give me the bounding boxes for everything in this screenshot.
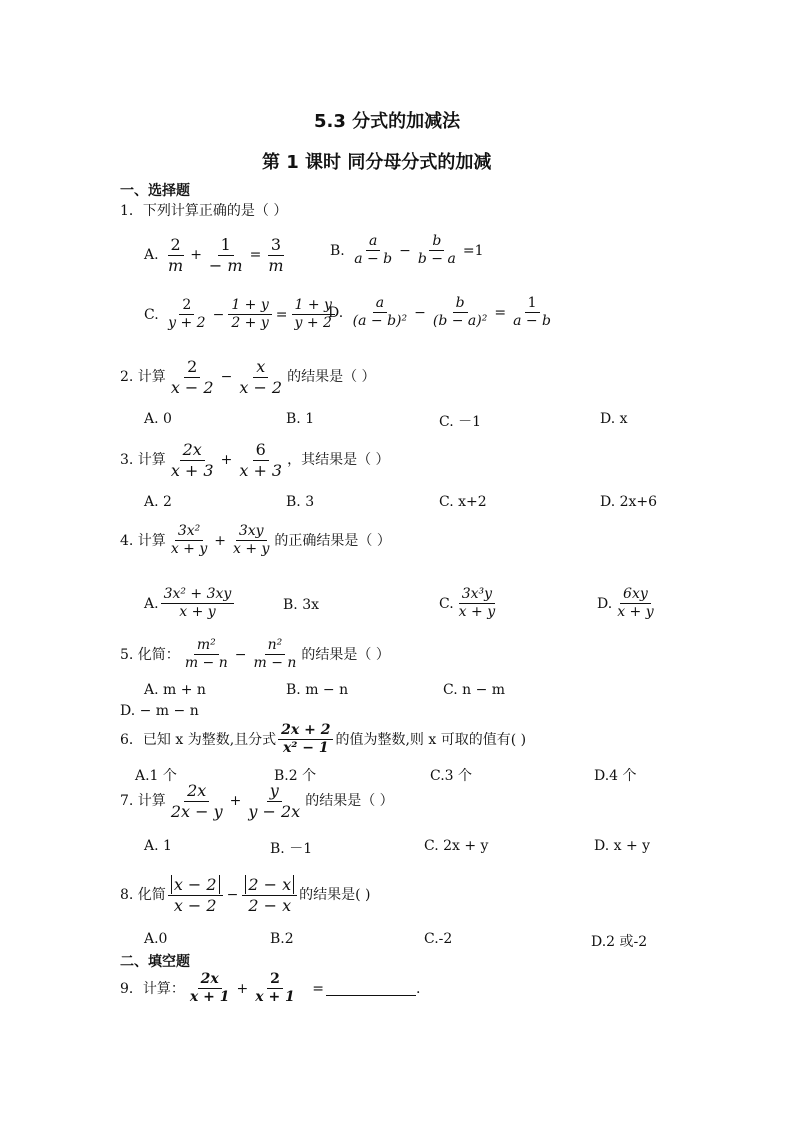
- numerator: 2x: [198, 972, 222, 989]
- q5-option-c[interactable]: C. n − m: [443, 682, 506, 698]
- stem-prefix: 9．计算：: [120, 980, 185, 997]
- equals: =: [275, 306, 288, 323]
- denominator: x − 2: [173, 895, 217, 915]
- numerator: 2: [267, 972, 283, 989]
- q1-option-a[interactable]: [144, 236, 289, 274]
- denominator: m: [268, 255, 284, 275]
- question-3-stem: [120, 441, 390, 479]
- stem-suffix: 的结果是（ ）: [287, 369, 376, 386]
- numerator: 1 + y: [292, 298, 335, 315]
- numerator: 2x: [180, 441, 205, 461]
- denominator: a − b: [354, 251, 393, 268]
- q4-option-c[interactable]: [439, 587, 500, 621]
- numerator: 2: [179, 298, 194, 315]
- q8-option-d[interactable]: D.2 或-2: [591, 934, 648, 950]
- stem-suffix: ，其结果是（ ）: [287, 452, 390, 469]
- section-heading-fill: 二、填空题: [120, 954, 190, 970]
- denominator: 2 − x: [248, 895, 292, 915]
- denominator: x + y: [232, 541, 270, 558]
- stem-prefix: 6．已知 x 为整数,且分式: [120, 731, 277, 748]
- numerator: m²: [194, 638, 219, 655]
- denominator: (b − a)²: [432, 313, 488, 330]
- denominator: b − a: [417, 251, 456, 268]
- page-title: 5.3 分式的加减法: [314, 111, 461, 132]
- numerator: x: [253, 358, 268, 378]
- q8-option-a[interactable]: A.0: [144, 931, 168, 947]
- numerator: b: [429, 234, 444, 251]
- option-label: A.: [144, 247, 159, 264]
- q7-option-b[interactable]: B. －1: [270, 841, 313, 857]
- q5-option-d[interactable]: D. − m − n: [120, 703, 199, 719]
- operator: +: [220, 452, 233, 469]
- numerator: b: [453, 296, 468, 313]
- operator: +: [229, 793, 242, 810]
- numerator: 3x²: [175, 524, 203, 541]
- denominator: x + y: [170, 541, 208, 558]
- denominator: 2x − y: [170, 801, 223, 821]
- denominator: x − 2: [239, 377, 283, 397]
- stem-suffix: 的正确结果是（ ）: [274, 532, 391, 549]
- denominator: y + 2: [294, 315, 332, 332]
- denominator: a − b: [513, 313, 552, 330]
- stem-suffix: 的结果是（ ）: [301, 646, 390, 663]
- denominator: x + 1: [189, 989, 230, 1006]
- operator: −: [414, 304, 426, 321]
- denominator: x + 1: [255, 989, 295, 1006]
- q1-option-c[interactable]: [144, 298, 337, 332]
- q3-option-a[interactable]: A. 2: [144, 494, 172, 510]
- question-2-stem: [120, 358, 376, 396]
- denominator: m − n: [184, 655, 228, 672]
- q7-option-c[interactable]: C. 2x + y: [424, 838, 489, 854]
- stem-prefix: 8. 化简: [120, 887, 166, 904]
- numerator: x − 2: [171, 875, 220, 894]
- denominator: y + 2: [168, 315, 206, 332]
- numerator: 6: [253, 441, 269, 461]
- numerator: a: [373, 296, 387, 313]
- q7-option-a[interactable]: A. 1: [144, 838, 172, 854]
- stem-prefix: 3. 计算: [120, 452, 166, 469]
- q8-option-c[interactable]: C.-2: [424, 931, 453, 947]
- q4-option-d[interactable]: [597, 587, 659, 621]
- numerator: 3x² + 3xy: [161, 587, 235, 604]
- q5-option-b[interactable]: B. m − n: [286, 682, 349, 698]
- q7-option-d[interactable]: D. x + y: [594, 838, 651, 854]
- stem-prefix: 5. 化简：: [120, 646, 180, 663]
- numerator: n²: [265, 638, 286, 655]
- q3-option-c[interactable]: C. x+2: [439, 494, 487, 510]
- numerator: 3xy: [236, 524, 267, 541]
- denominator: − m: [208, 255, 243, 275]
- question-9-stem: [120, 972, 420, 1006]
- denominator: (a − b)²: [352, 313, 408, 330]
- denominator: x + y: [617, 604, 654, 621]
- denominator: x² − 1: [282, 740, 329, 757]
- q4-option-a[interactable]: [144, 587, 236, 621]
- denominator: 2 + y: [231, 315, 269, 332]
- operator: −: [234, 646, 247, 663]
- denominator: m: [168, 255, 184, 275]
- stem-suffix: 的结果是（ ）: [305, 793, 394, 810]
- stem-prefix: 2. 计算: [120, 369, 166, 386]
- q6-option-b[interactable]: B.2 个: [274, 768, 317, 784]
- operator: −: [212, 306, 225, 323]
- q1-option-b[interactable]: [330, 234, 485, 268]
- option-label: C.: [439, 595, 454, 612]
- denominator: m − n: [253, 655, 297, 672]
- question-4-stem: [120, 524, 391, 558]
- q2-option-b[interactable]: B. 1: [286, 411, 315, 427]
- numerator: 2x + 2: [278, 723, 333, 740]
- numerator: 2: [168, 236, 184, 256]
- numerator: 1 + y: [228, 298, 271, 315]
- answer-blank[interactable]: [326, 981, 416, 996]
- question-7-stem: [120, 782, 394, 820]
- question-1-stem: 1．下列计算正确的是（ ）: [120, 203, 288, 219]
- q8-option-b[interactable]: B.2: [270, 931, 294, 947]
- denominator: x + 3: [239, 460, 283, 480]
- q2-option-c[interactable]: C. －1: [439, 414, 482, 430]
- operator: −: [226, 887, 239, 904]
- option-label: B.: [330, 242, 345, 259]
- operator: +: [190, 247, 202, 264]
- numerator: 2 − x: [245, 875, 294, 894]
- equals: =: [494, 304, 507, 321]
- q6-option-d[interactable]: D.4 个: [594, 768, 637, 784]
- stem-prefix: 7. 计算: [120, 793, 166, 810]
- q6-option-a[interactable]: A.1 个: [135, 768, 177, 784]
- equals: =: [312, 980, 324, 997]
- numerator: 6xy: [620, 587, 651, 604]
- q5-option-a[interactable]: A. m + n: [144, 682, 206, 698]
- question-8-stem: [120, 876, 370, 914]
- q3-option-d[interactable]: D. 2x+6: [600, 494, 658, 510]
- q2-option-d[interactable]: D. x: [600, 411, 628, 427]
- option-label: D.: [328, 304, 344, 321]
- section-heading-choice: 一、选择题: [120, 183, 190, 199]
- denominator: x − 2: [170, 377, 214, 397]
- stem-suffix: 的结果是( ): [299, 887, 371, 904]
- period: .: [416, 980, 421, 997]
- operator: +: [236, 980, 249, 997]
- denominator: y − 2x: [248, 801, 301, 821]
- operator: −: [399, 242, 411, 259]
- q6-option-c[interactable]: C.3 个: [430, 768, 473, 784]
- stem-suffix: 的值为整数,则 x 可取的值有( ): [335, 731, 527, 748]
- numerator: 3: [268, 236, 284, 256]
- q3-option-b[interactable]: B. 3: [286, 494, 315, 510]
- page-subtitle: 第 1 课时 同分母分式的加减: [262, 152, 492, 173]
- denominator: x + y: [458, 604, 496, 621]
- stem-prefix: 4. 计算: [120, 532, 166, 549]
- option-label: D.: [597, 595, 613, 612]
- q2-option-a[interactable]: A. 0: [144, 411, 172, 427]
- q4-option-b[interactable]: B. 3x: [283, 597, 319, 613]
- numerator: 2x: [184, 782, 209, 802]
- operator: −: [220, 369, 233, 386]
- numerator: 3x³y: [459, 587, 495, 604]
- question-6-stem: [120, 723, 526, 757]
- numerator: a: [366, 234, 380, 251]
- numerator: 1: [218, 236, 234, 256]
- numerator: y: [267, 782, 282, 802]
- equals: =: [249, 247, 262, 264]
- question-5-stem: [120, 638, 390, 672]
- denominator: x + y: [179, 604, 216, 621]
- equals: =1: [462, 242, 484, 259]
- numerator: 1: [525, 296, 540, 313]
- option-label: A.: [144, 595, 159, 612]
- numerator: 2: [184, 358, 200, 378]
- operator: +: [214, 532, 226, 549]
- q1-option-d[interactable]: [328, 296, 556, 330]
- option-label: C.: [144, 306, 159, 323]
- denominator: x + 3: [170, 460, 214, 480]
